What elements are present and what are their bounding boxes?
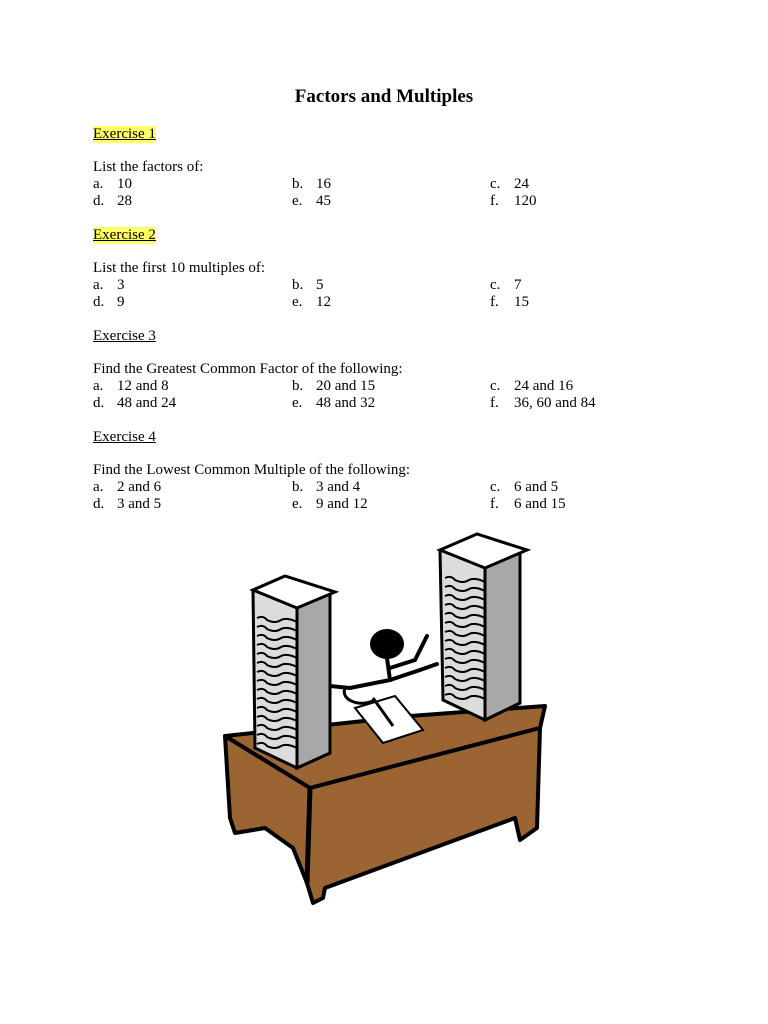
problem-item: a. 2 and 6 <box>93 479 162 495</box>
problem-item: b. 3 and 4 <box>292 479 361 495</box>
problem-row <box>93 294 693 311</box>
problem-item: d. 3 and 5 <box>93 496 162 512</box>
problem-row <box>93 395 693 412</box>
exercise-heading: Exercise 1 <box>93 126 156 142</box>
person-at-desk-with-paper-stacks-icon <box>215 528 555 913</box>
problem-item: c. 7 <box>490 277 522 293</box>
problem-item: c. 6 and 5 <box>490 479 559 495</box>
page-title: Factors and Multiples <box>294 86 474 107</box>
problem-row <box>93 496 693 513</box>
problem-row <box>93 378 693 395</box>
problem-item: b. 20 and 15 <box>292 378 376 394</box>
exercise-heading: Exercise 2 <box>93 227 156 243</box>
problem-item: b. 16 <box>292 176 331 192</box>
problem-row <box>93 277 693 294</box>
problem-row <box>93 479 693 496</box>
problem-item: a. 10 <box>93 176 132 192</box>
exercise-prompt: List the factors of: <box>93 159 204 175</box>
exercise-3 <box>93 328 693 412</box>
problem-item: b. 5 <box>292 277 324 293</box>
exercise-1 <box>93 126 693 210</box>
problem-item: a. 12 and 8 <box>93 378 169 394</box>
exercise-2 <box>93 227 693 311</box>
problem-item: e. 48 and 32 <box>292 395 376 411</box>
exercise-heading: Exercise 4 <box>93 429 156 445</box>
problem-item: d. 28 <box>93 193 132 209</box>
exercise-prompt: List the first 10 multiples of: <box>93 260 266 276</box>
problem-item: c. 24 <box>490 176 529 192</box>
problem-row <box>93 176 693 193</box>
exercise-4 <box>93 429 693 513</box>
problem-item: e. 12 <box>292 294 331 310</box>
problem-item: a. 3 <box>93 277 125 293</box>
problem-item: c. 24 and 16 <box>490 378 574 394</box>
exercise-prompt: Find the Greatest Common Factor of the following: <box>93 361 403 377</box>
problem-row <box>93 193 693 210</box>
problem-item: f. 6 and 15 <box>490 496 566 512</box>
exercise-heading: Exercise 3 <box>93 328 156 344</box>
problem-item: d. 48 and 24 <box>93 395 177 411</box>
problem-item: f. 15 <box>490 294 529 310</box>
problem-item: e. 9 and 12 <box>292 496 368 512</box>
problem-item: f. 120 <box>490 193 537 209</box>
problem-item: d. 9 <box>93 294 125 310</box>
exercise-prompt: Find the Lowest Common Multiple of the following: <box>93 462 411 478</box>
problem-item: f. 36, 60 and 84 <box>490 395 596 411</box>
problem-item: e. 45 <box>292 193 331 209</box>
